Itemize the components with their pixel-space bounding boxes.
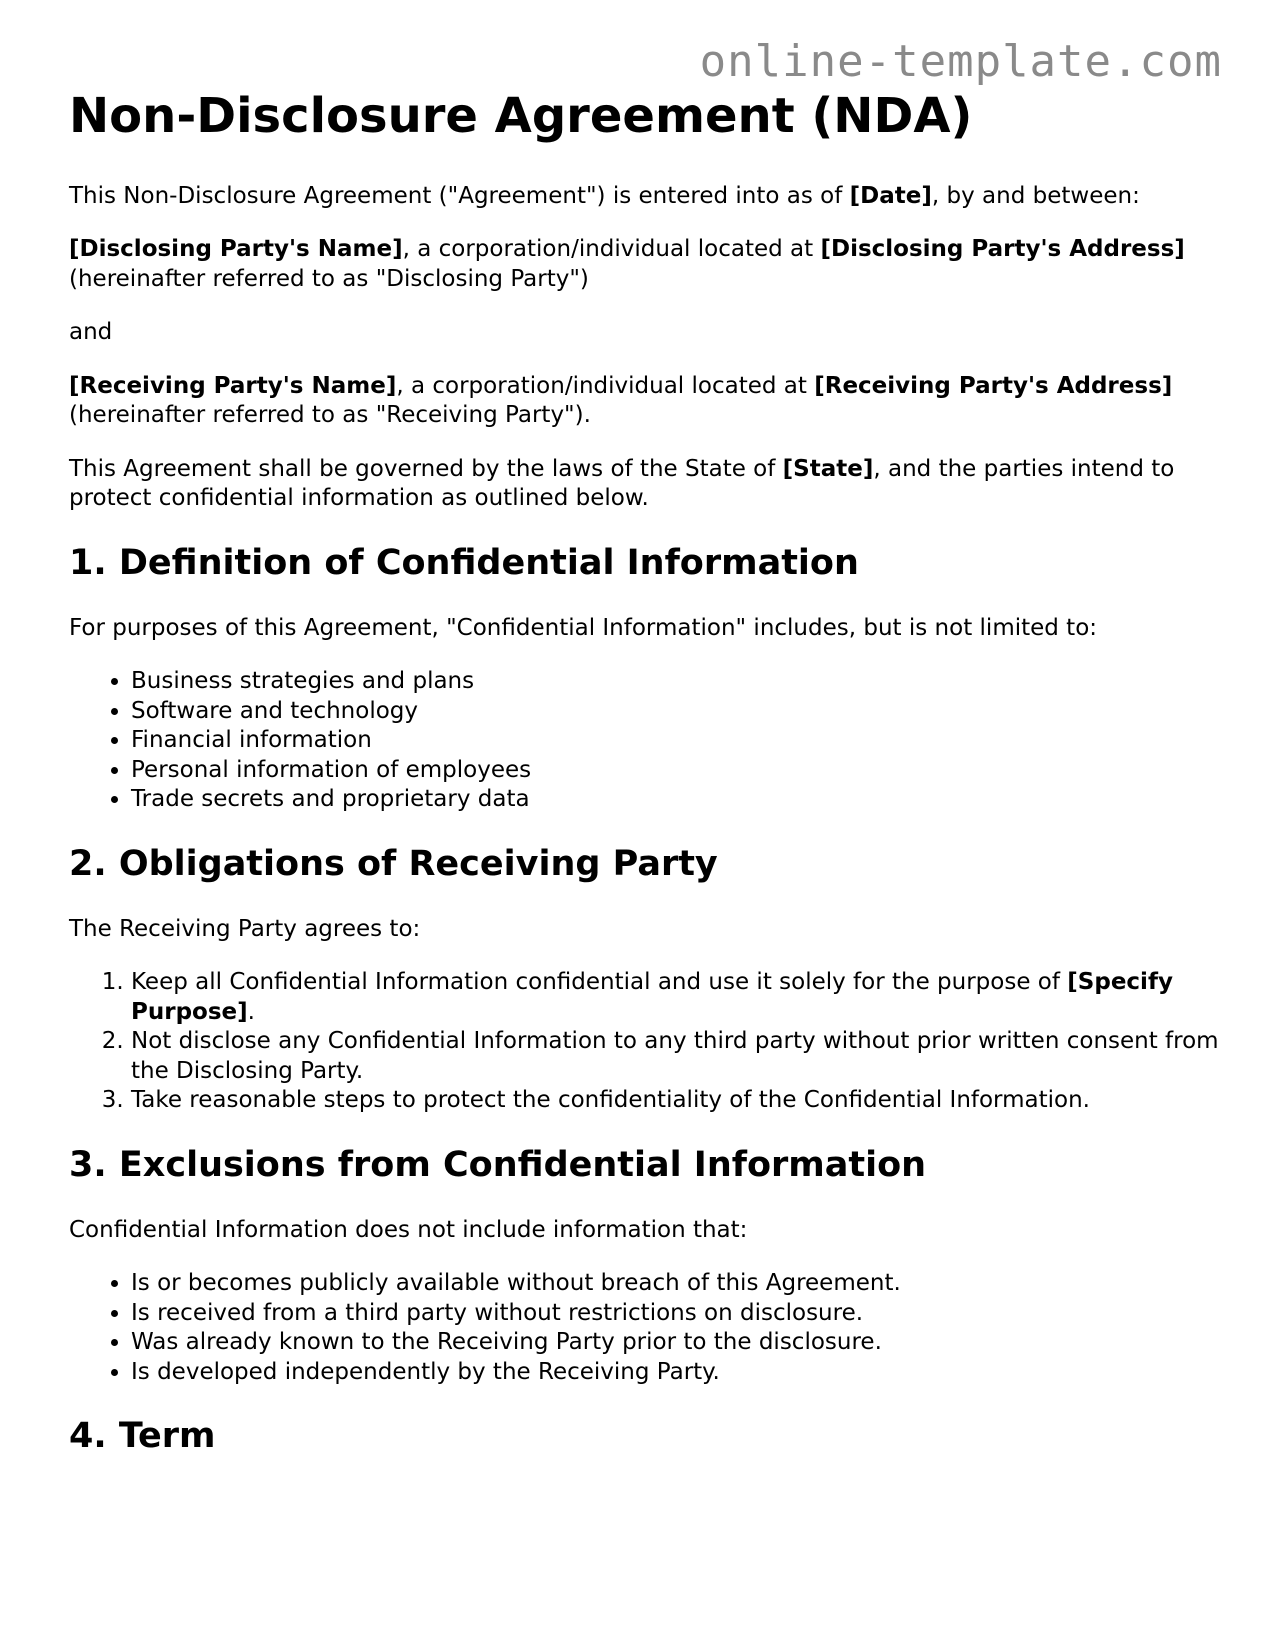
disclosing-party-name-placeholder: [Disclosing Party's Name] [69,236,403,263]
date-placeholder: [Date] [849,182,932,209]
section-1-lead: For purposes of this Agreement, "Confidential Information" includes, but is not limited to: [69,614,1098,641]
section-1-heading: 1. Definition of Confidential Information [69,542,859,583]
list-item: • Was already known to the Receiving Party prior to the disclosure. [131,1328,1219,1358]
and-paragraph: and [69,319,113,346]
receiving-party-address-placeholder: [Receiving Party's Address] [814,372,1173,399]
receiving-party-name-placeholder: [Receiving Party's Name] [69,372,397,399]
purpose-placeholder: [Specify Purpose] [131,969,1173,1025]
intro-paragraph [69,182,1219,212]
document-title: Non-Disclosure Agreement (NDA) [69,88,973,144]
section-3-list [69,1269,1219,1387]
list-item [131,968,1219,1027]
list-item: 2. Not disclose any Confidential Information to any third party without prior written consent from the Disclosing Party. [131,1027,1219,1086]
section-1-list [69,667,1219,815]
receiving-party-paragraph [69,372,1219,431]
list-item: • Financial information [131,726,1219,756]
section-2-list [69,968,1219,1116]
disclosing-party-paragraph [69,235,1219,294]
section-2-heading: 2. Obligations of Receiving Party [69,843,718,884]
section-2-lead: The Receiving Party agrees to: [69,915,421,942]
document-page [69,88,1219,1487]
disclosing-party-text: (hereinafter referred to as "Disclosing Party") [69,265,589,292]
governing-law-text: , and the parties intend to protect confidential information as outlined below. [69,455,1175,512]
list-item: • Business strategies and plans [131,667,1219,697]
list-item: • Is or becomes publicly available without breach of this Agreement. [131,1269,1219,1299]
disclosing-party-text: , a corporation/individual located at [402,236,821,263]
section-3-lead: Confidential Information does not include information that: [69,1216,748,1243]
list-item: 3. Take reasonable steps to protect the confidentiality of the Confidential Information. [131,1086,1219,1116]
list-item: • Personal information of employees [131,756,1219,786]
intro-text: This Non-Disclosure Agreement ("Agreement") is entered into as of [69,182,850,209]
list-item-text: . [247,998,255,1025]
list-item: • Is developed independently by the Receiving Party. [131,1358,1219,1388]
receiving-party-text: , a corporation/individual located at [396,372,815,399]
state-placeholder: [State] [782,455,874,482]
list-item: • Is received from a third party without restrictions on disclosure. [131,1299,1219,1329]
list-item: • Software and technology [131,697,1219,727]
section-3-heading: 3. Exclusions from Confidential Information [69,1144,927,1185]
watermark: online-template.com [699,36,1222,87]
section-4-heading: 4. Term [69,1416,216,1457]
disclosing-party-address-placeholder: [Disclosing Party's Address] [820,236,1185,263]
intro-text: , by and between: [931,182,1140,209]
list-item: • Trade secrets and proprietary data [131,785,1219,815]
governing-law-text: This Agreement shall be governed by the laws of the State of [69,455,783,482]
receiving-party-text: (hereinafter referred to as "Receiving Party"). [69,402,591,429]
list-item-text: Keep all Confidential Information confidential and use it solely for the purpose of [131,969,1068,996]
governing-law-paragraph [69,455,1219,514]
